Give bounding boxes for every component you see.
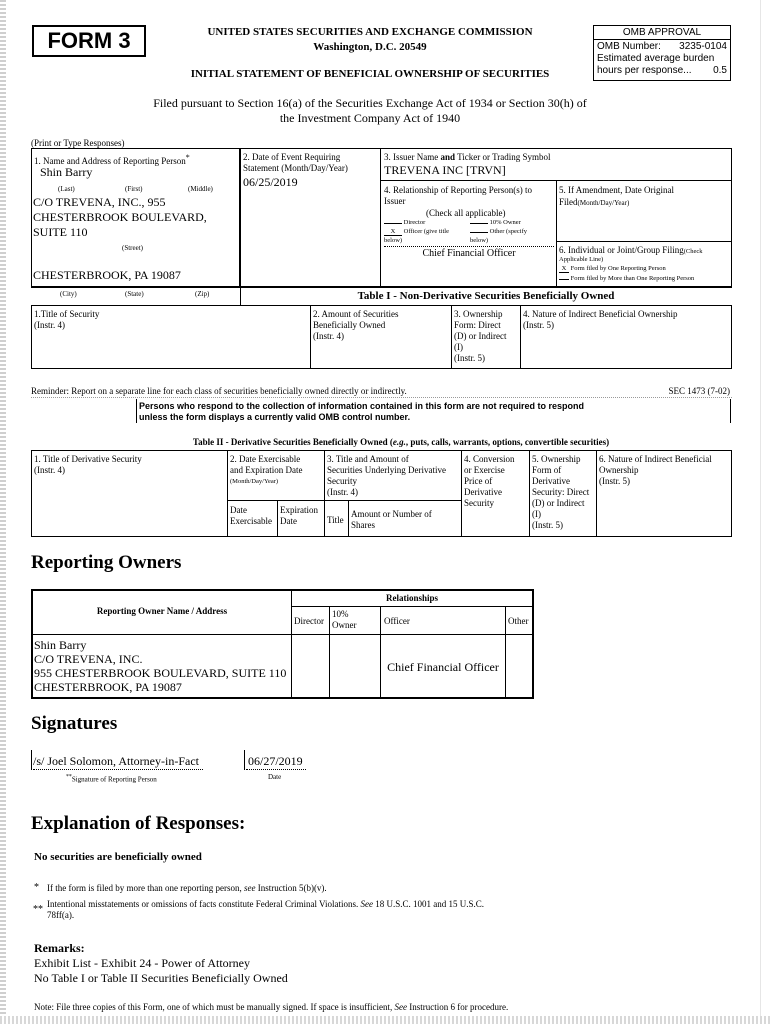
owner-col-div-1: [291, 591, 292, 699]
box-6-label: 6. Individual or Joint/Group Filing(Check: [559, 245, 703, 255]
omb-burden-label: Estimated average burden: [597, 53, 715, 64]
signature-date: 06/27/2019: [248, 754, 303, 768]
box-2-divider: [240, 148, 241, 288]
omb-hours-value: 0.5: [713, 65, 727, 76]
box-2-label-2: Statement (Month/Day/Year): [243, 163, 348, 173]
director-option: Director: [384, 219, 425, 226]
box-3-left-divider: [380, 148, 381, 286]
table-2-col-5: 5. Ownership Form of Derivative Security: Direct (D) or Indirect (I) (Instr. 5): [532, 454, 590, 530]
footnote-1-mark: *: [34, 882, 39, 893]
name-last-caption: (Last): [58, 185, 75, 193]
sec-code: SEC 1473 (7-02): [668, 386, 730, 396]
page-edge-bottom: [0, 1016, 770, 1024]
table-1-div-3: [520, 305, 521, 369]
director-header: Director: [294, 616, 324, 626]
respond-box-right: [730, 399, 731, 423]
respond-box-left: [136, 399, 137, 423]
signature-line: [33, 769, 203, 770]
one-reporting-person-option: X Form filed by One Reporting Person: [559, 265, 666, 273]
relationships-header: Relationships: [385, 593, 438, 603]
footnote-2: Intentional misstatements or omissions of facts constitute Federal Criminal Violations. See 18 U.S.C. 1001 and 15 U.S.C. 78ff(a).: [47, 899, 485, 920]
table-2-sub-div-2: [348, 500, 349, 537]
footnote-2-mark: **: [33, 904, 43, 915]
address-line-2: CHESTERBROOK BOULEVARD,: [33, 210, 207, 224]
owner-name-header: Reporting Owner Name / Address: [96, 606, 228, 616]
owner-col-div-3: [380, 606, 381, 699]
relationships-divider: [291, 606, 534, 607]
footnote-1: If the form is filed by more than one reporting person, see Instruction 5(b)(v).: [47, 883, 327, 893]
agency-name: UNITED STATES SECURITIES AND EXCHANGE COMMISSION: [207, 26, 533, 38]
box-5-bottom: [556, 241, 732, 242]
table-2-div-4: [529, 450, 530, 537]
table-1-title-divider: [240, 288, 241, 305]
persons-respond-2: unless the form displays a currently valid OMB control number.: [139, 412, 411, 422]
table-2-subheader-line: [227, 500, 462, 501]
reminder-divider: [31, 397, 732, 398]
omb-approval-box: [593, 25, 731, 81]
remarks-text: Exhibit List - Exhibit 24 - Power of Attorney No Table I or Table II Securities Beneficially Owned: [34, 956, 288, 985]
table-2-col-3: 3. Title and Amount of Securities Underlying Derivative Security (Instr. 4): [327, 454, 446, 497]
owner-col-div-2: [329, 606, 330, 699]
box-2-label-1: 2. Date of Event Requiring: [243, 152, 341, 162]
date-caption: Date: [268, 773, 282, 781]
signature-caption: **Signature of Reporting Person: [66, 774, 157, 784]
officer-below: below): [384, 237, 403, 244]
date-line: [246, 769, 306, 770]
no-securities-note: No securities are beneficially owned: [34, 851, 202, 863]
state-caption: (State): [125, 290, 144, 298]
print-note: (Print or Type Responses): [31, 138, 125, 148]
underlying-title-header: Title: [327, 515, 344, 525]
form-label: FORM 3: [32, 25, 146, 57]
more-reporting-persons-option: Form filed by More than One Reporting Person: [559, 275, 694, 282]
table-1-div-1: [310, 305, 311, 369]
date-left-rule: [244, 750, 245, 770]
table-2-title: Table II - Derivative Securities Beneficially Owned (e.g., puts, calls, warrants, options, convertible securities): [192, 437, 610, 447]
other-header: Other: [508, 616, 529, 626]
expiration-date-header: Expiration Date: [280, 505, 318, 526]
box-3-label: 3. Issuer Name and Ticker or Trading Symbol: [384, 152, 551, 162]
ten-pct-owner-header: 10% Owner: [332, 609, 357, 630]
table-2-col-2: 2. Date Exercisable and Expiration Date (Month/Day/Year): [230, 454, 303, 485]
owner-col-div-4: [505, 606, 506, 699]
table-2-div-3: [461, 450, 462, 537]
filing-note: Note: File three copies of this Form, one of which must be manually signed. If space is insufficient, See Instruction 6 for procedure.: [34, 1002, 509, 1012]
box-6-applicable: Applicable Line): [559, 256, 604, 263]
reminder-text: Reminder: Report on a separate line for each class of securities beneficially owned directly or indirectly.: [31, 386, 407, 396]
check-all-applicable: (Check all applicable): [426, 208, 506, 218]
table-2-col-4: 4. Conversion or Exercise Price of Derivative Security: [464, 454, 515, 508]
box-4-divider: [556, 180, 557, 286]
page-edge-left: [0, 0, 6, 1024]
table-1-col-3: 3. Ownership Form: Direct (D) or Indirect (I) (Instr. 5): [454, 309, 507, 363]
table-1-col-2: 2. Amount of Securities Beneficially Owned (Instr. 4): [313, 309, 399, 341]
remarks-label: Remarks:: [34, 941, 85, 955]
omb-number-label: OMB Number:: [597, 41, 661, 52]
table-2-sub-div-1: [277, 500, 278, 537]
table-2-div-2: [324, 450, 325, 537]
table-2-div-1: [227, 450, 228, 537]
explanation-heading: Explanation of Responses:: [31, 813, 246, 834]
filed-pursuant-line-2: the Investment Company Act of 1940: [279, 111, 461, 125]
owner-header-divider: [33, 634, 534, 635]
table-2-col-6: 6. Nature of Indirect Beneficial Ownership (Instr. 5): [599, 454, 712, 486]
form-title: INITIAL STATEMENT OF BENEFICIAL OWNERSHIP OF SECURITIES: [190, 68, 550, 80]
city-caption: (City): [60, 290, 77, 298]
event-date: 06/25/2019: [243, 175, 298, 189]
page-edge-right: [746, 0, 770, 1024]
owner-officer-title: Chief Financial Officer: [387, 660, 499, 674]
box-1-label: 1. Name and Address of Reporting Person*: [34, 153, 190, 166]
zip-caption: (Zip): [195, 290, 210, 298]
omb-title: OMB APPROVAL: [594, 26, 730, 40]
table-2-col-1: 1. Title of Derivative Security (Instr. 4): [34, 454, 142, 475]
name-middle-caption: (Middle): [188, 185, 213, 193]
table-1-col-4: 4. Nature of Indirect Beneficial Ownership (Instr. 5): [523, 309, 678, 330]
city-row-divider: [31, 286, 732, 287]
reporting-person-name: Shin Barry: [40, 165, 93, 179]
table-1-col-1: 1.Title of Security (Instr. 4): [34, 309, 100, 330]
officer-option: X Officer (give title: [384, 228, 449, 236]
omb-hours-label: hours per response...: [597, 65, 692, 76]
box-4-label-1: 4. Relationship of Reporting Person(s) to: [384, 185, 532, 195]
ten-pct-option: 10% Owner: [470, 219, 521, 226]
box-5-label-2: Filed(Month/Day/Year): [559, 197, 630, 207]
box-4-label-2: Issuer: [384, 196, 406, 206]
address-line-3: SUITE 110: [33, 225, 88, 239]
city-state-zip: CHESTERBROOK, PA 19087: [33, 268, 181, 282]
signatures-heading: Signatures: [31, 713, 118, 734]
issuer-name-ticker: TREVENA INC [TRVN]: [384, 163, 506, 177]
persons-respond-1: Persons who respond to the collection of information contained in this form are not required to respond: [139, 401, 585, 411]
street-caption: (Street): [122, 244, 143, 252]
owner-address: Shin Barry C/O TREVENA, INC. 955 CHESTERBROOK BOULEVARD, SUITE 110 CHESTERBROOK, PA 19087: [34, 638, 287, 694]
table-1-title: Table I - Non-Derivative Securities Beneficially Owned: [357, 290, 615, 302]
name-first-caption: (First): [125, 185, 143, 193]
other-option: Other (specify: [470, 228, 527, 235]
table-1-div-2: [451, 305, 452, 369]
reporting-owners-heading: Reporting Owners: [31, 552, 182, 573]
agency-location: Washington, D.C. 20549: [313, 41, 427, 53]
filed-pursuant-line-1: Filed pursuant to Section 16(a) of the Securities Exchange Act of 1934 or Section 30(h) of: [153, 96, 587, 110]
underlying-amount-header: Amount or Number of Shares: [351, 509, 432, 530]
officer-header: Officer: [384, 616, 410, 626]
box-1-star: *: [185, 153, 190, 162]
other-below: below): [470, 237, 489, 244]
signature-left-rule: [31, 750, 32, 770]
table-2-div-5: [596, 450, 597, 537]
omb-number-value: 3235-0104: [679, 41, 727, 52]
box-5-label-1: 5. If Amendment, Date Original: [559, 185, 674, 195]
signature-value: /s/ Joel Solomon, Attorney-in-Fact: [33, 754, 199, 768]
date-exercisable-header: Date Exercisable: [230, 505, 272, 526]
address-line-1: C/O TREVENA, INC., 955: [33, 195, 166, 209]
officer-title: Chief Financial Officer: [384, 246, 554, 259]
